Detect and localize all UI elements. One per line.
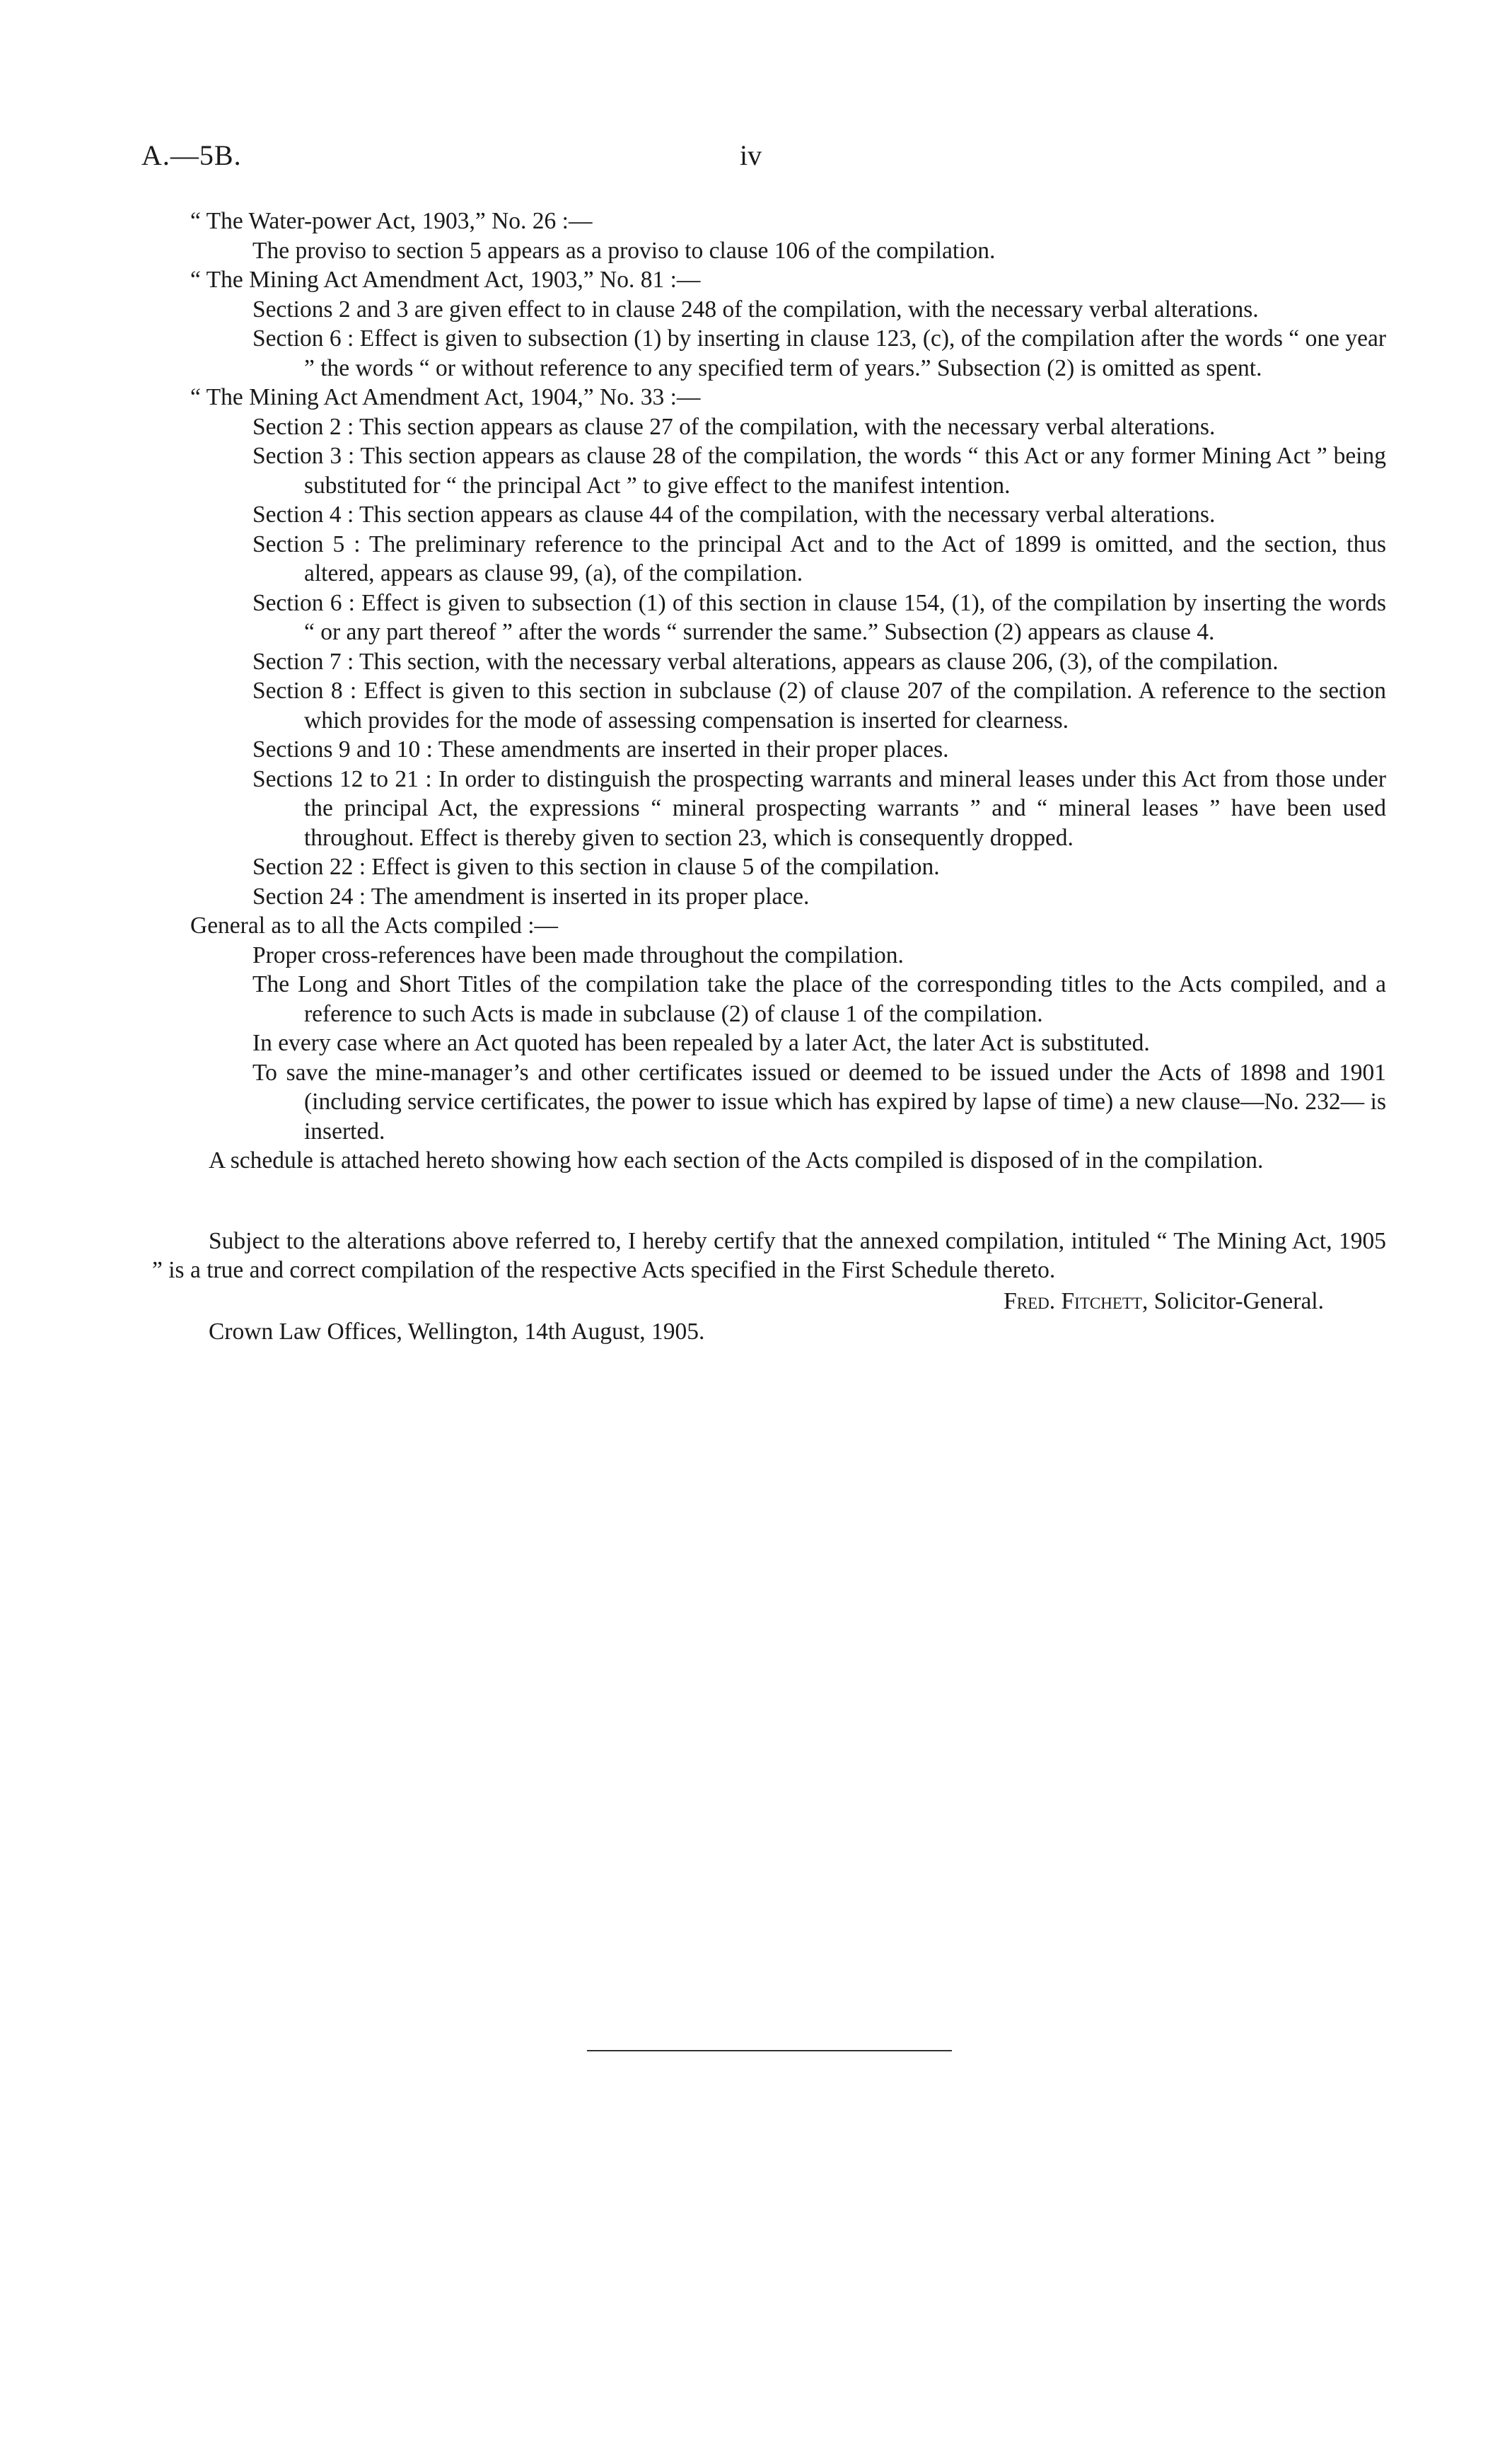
general-note: In every case where an Act quoted has been repealed by a later Act, the later Act is substituted. [252, 1030, 1150, 1056]
section-note: Section 6 : Effect is given to subsection (1) by inserting in clause 123, (c), of the compilation after the words “ one year ” the words “ or without reference to any specified term of years.” Subsection (2) is omitted as spent. [252, 325, 1386, 381]
place-and-date: Crown Law Offices, Wellington, 14th August, 1905. [209, 1319, 705, 1345]
section-note: Section 24 : The amendment is inserted in its proper place. [252, 883, 810, 910]
section-note: The proviso to section 5 appears as a proviso to clause 106 of the compilation. [252, 237, 996, 264]
section-note: Sections 9 and 10 : These amendments are inserted in their proper places. [252, 736, 949, 763]
section-note: Section 5 : The preliminary reference to the principal Act and to the Act of 1899 is omitted, and the section, thus altered, appears as clause 99, (a), of the compilation. [252, 531, 1386, 586]
act-heading: “ The Mining Act Amendment Act, 1903,” No. 81 :— [190, 267, 701, 293]
document-reference: A.—5B. [141, 139, 242, 171]
general-note: The Long and Short Titles of the compilation take the place of the corresponding titles to the Acts compiled, and a reference to such Acts is made in subclause (2) of clause 1 of the compilation. [252, 971, 1386, 1027]
section-note: Section 8 : Effect is given to this section in subclause (2) of clause 207 of the compilation. A reference to the section which provides for the mode of assessing compensation is inserted for clearness. [252, 678, 1386, 734]
section-note: Section 7 : This section, with the necessary verbal alterations, appears as clause 206, (3), of the compilation. [252, 648, 1279, 675]
schedule-note: A schedule is attached hereto showing how each section of the Acts compiled is disposed of in the compilation. [209, 1147, 1264, 1174]
certification-paragraph: Subject to the alterations above referred to, I hereby certify that the annexed compilation, intituled “ The Mining Act, 1905 ” is a true and correct compilation of the respective Acts specified in the First Schedule thereto. [152, 1227, 1386, 1283]
section-note: Section 22 : Effect is given to this section in clause 5 of the compilation. [252, 854, 940, 880]
document-body [152, 207, 1386, 1347]
act-heading: “ The Water-power Act, 1903,” No. 26 :— [190, 208, 593, 234]
section-note: Section 3 : This section appears as clause 28 of the compilation, the words “ this Act or any former Mining Act ” being substituted for “ the principal Act ” to give effect to the manifest intention. [252, 443, 1386, 499]
signatory-name: Fred. Fitchett [1004, 1287, 1142, 1314]
section-note: Sections 12 to 21 : In order to distinguish the prospecting warrants and mineral leases under this Act from those under the principal Act, the expressions “ mineral prospecting warrants ” and “ mineral leases ” have been used throughout. Effect is thereby given to section 23, which is consequently dropped. [252, 765, 1386, 851]
general-note: Proper cross-references have been made throughout the compilation. [252, 942, 904, 968]
closing-rule [587, 2050, 952, 2051]
signatory-title: , Solicitor-General. [1141, 1287, 1324, 1314]
signature-line [152, 1287, 1386, 1316]
page-number: iv [740, 139, 762, 171]
act-heading: “ The Mining Act Amendment Act, 1904,” No. 33 :— [190, 384, 701, 410]
section-note: Section 2 : This section appears as clause 27 of the compilation, with the necessary verbal alterations. [252, 413, 1216, 440]
general-note: To save the mine-manager’s and other certificates issued or deemed to be issued under the Acts of 1898 and 1901 (including service certificates, the power to issue which has expired by lapse of time) a new clause—No. 232— is inserted. [252, 1059, 1386, 1145]
section-note: Sections 2 and 3 are given effect to in clause 248 of the compilation, with the necessary verbal alterations. [252, 296, 1259, 323]
general-heading: General as to all the Acts compiled :— [190, 913, 559, 939]
section-note: Section 4 : This section appears as clause 44 of the compilation, with the necessary verbal alterations. [252, 502, 1216, 528]
section-note: Section 6 : Effect is given to subsection (1) of this section in clause 154, (1), of the compilation by inserting the words “ or any part thereof ” after the words “ surrender the same.” Subsection (2) appears as clause 4. [252, 589, 1386, 645]
